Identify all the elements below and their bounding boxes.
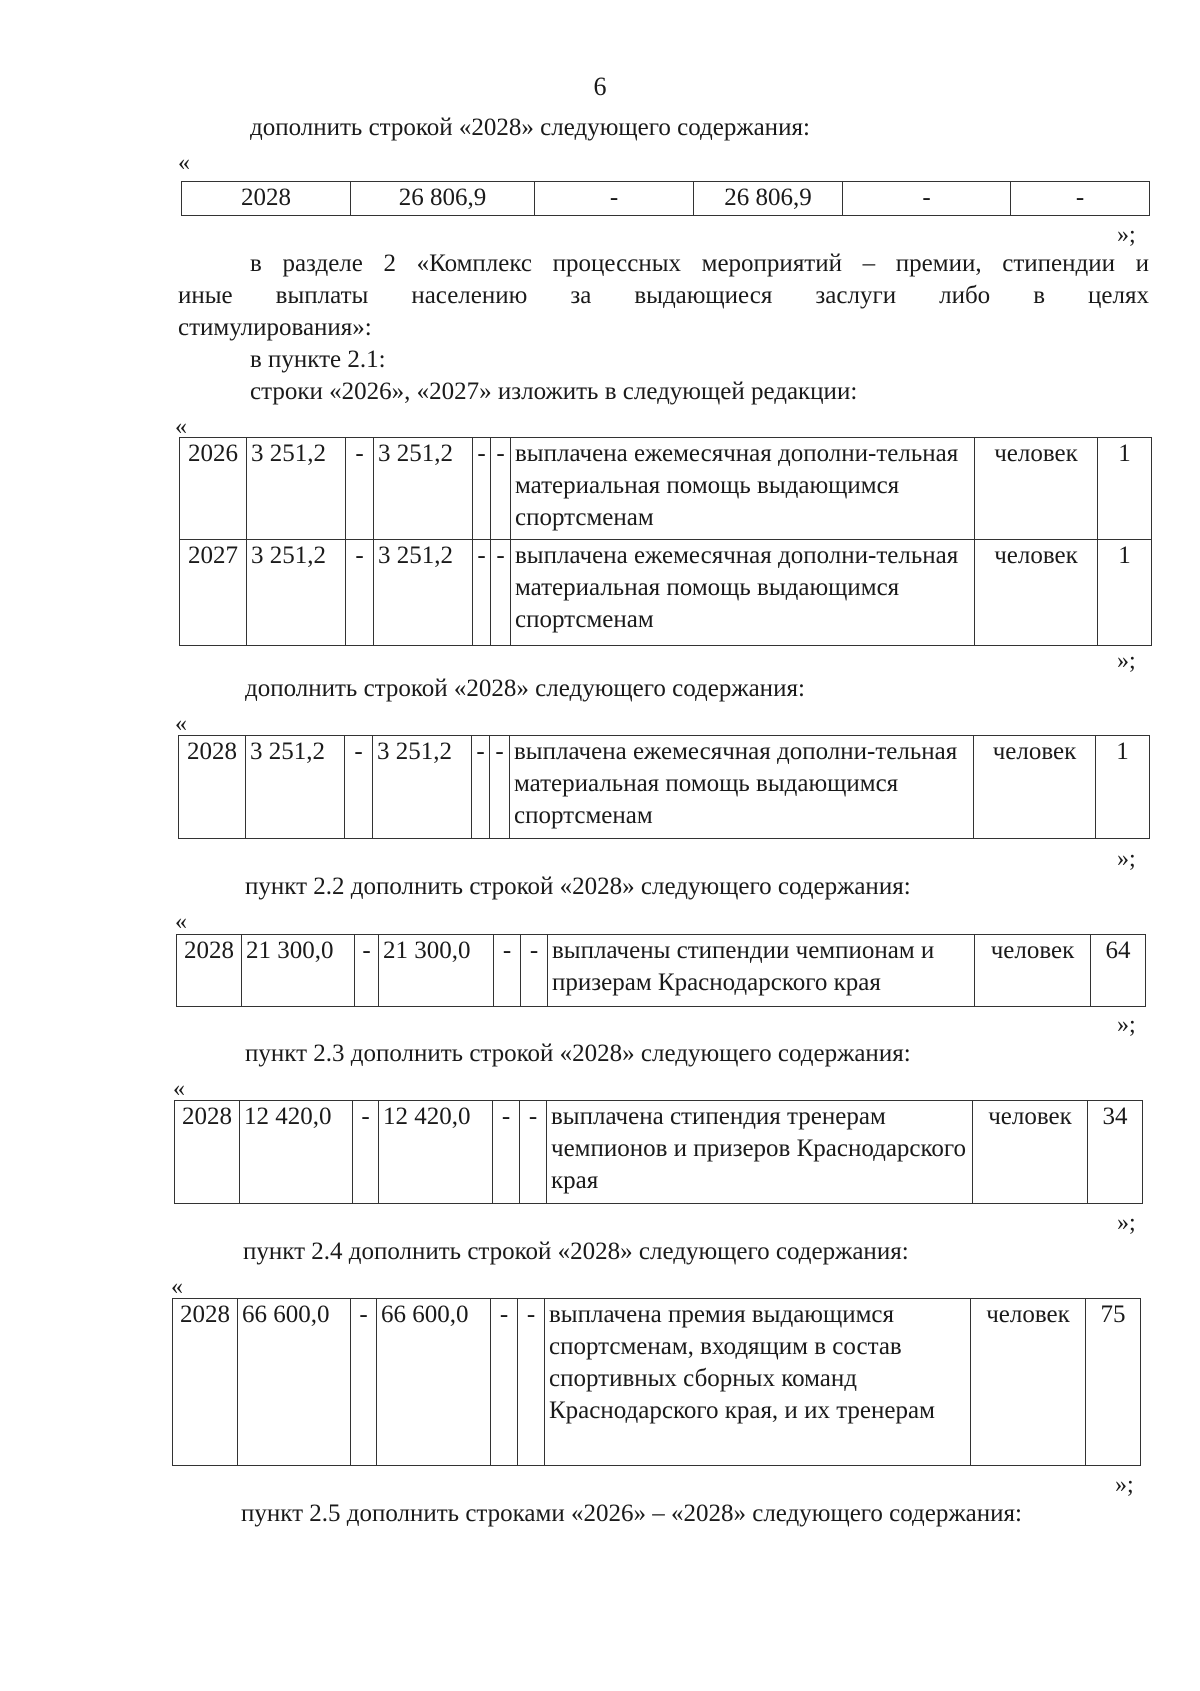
table-cell: - xyxy=(473,540,491,646)
table-cell: - xyxy=(1011,182,1150,216)
table-cell: - xyxy=(843,182,1011,216)
open-quote: « xyxy=(173,1076,185,1102)
table-row xyxy=(177,935,1146,1007)
paragraph-item-2-4: пункт 2.4 дополнить строкой «2028» следующего содержания: xyxy=(243,1238,909,1265)
table-cell: 21 300,0 xyxy=(242,935,355,1007)
table-item-2-1-rows-2026-2027 xyxy=(179,437,1152,646)
close-quote: »; xyxy=(1117,846,1136,872)
table-cell: 64 xyxy=(1091,935,1146,1007)
table-cell: - xyxy=(494,935,521,1007)
paragraph-item-2-3: пункт 2.3 дополнить строкой «2028» следующего содержания: xyxy=(245,1040,911,1067)
table-row xyxy=(180,438,1152,540)
table-cell: - xyxy=(351,1299,377,1466)
table-2028-totals xyxy=(181,181,1150,216)
table-cell: человек xyxy=(975,540,1098,646)
table-cell: - xyxy=(535,182,694,216)
table-row xyxy=(182,182,1150,216)
table-cell: 2028 xyxy=(177,935,242,1007)
close-quote: »; xyxy=(1117,222,1136,248)
paragraph-item-2-2: пункт 2.2 дополнить строкой «2028» следующего содержания: xyxy=(245,873,911,900)
table-cell: 1 xyxy=(1096,736,1150,839)
table-cell: выплачена стипендия тренерам чемпионов и призеров Краснодарского края xyxy=(547,1101,973,1204)
table-cell: - xyxy=(345,736,373,839)
table-cell: выплачена ежемесячная дополни-тельная материальная помощь выдающимся спортсменам xyxy=(511,438,975,540)
table-cell: 75 xyxy=(1086,1299,1141,1466)
table-item-2-4-row-2028 xyxy=(172,1298,1141,1466)
table-cell: 2028 xyxy=(179,736,246,839)
open-quote: « xyxy=(171,1274,183,1300)
table-cell: выплачена премия выдающимся спортсменам, входящим в состав спортивных сборных команд Краснодарского края, и их тренерам xyxy=(545,1299,971,1466)
table-cell: - xyxy=(491,1299,518,1466)
table-cell: 2028 xyxy=(182,182,351,216)
paragraph-item-2-1: в пункте 2.1: xyxy=(250,346,386,373)
table-cell: 3 251,2 xyxy=(246,736,345,839)
table-item-2-3-row-2028 xyxy=(174,1100,1143,1204)
table-cell: 1 xyxy=(1098,438,1152,540)
page-number: 6 xyxy=(593,72,607,101)
table-cell: человек xyxy=(975,438,1098,540)
table-cell: человек xyxy=(974,736,1096,839)
table-cell: - xyxy=(490,736,510,839)
close-quote: »; xyxy=(1117,1210,1136,1236)
table-cell: 1 xyxy=(1098,540,1152,646)
close-quote: »; xyxy=(1117,1012,1136,1038)
table-cell: 3 251,2 xyxy=(247,438,346,540)
section-2-line-2: иные выплаты населению за выдающиеся заслуги либо в целях xyxy=(178,282,1149,309)
paragraph-rows-2026-2027: строки «2026», «2027» изложить в следующей редакции: xyxy=(250,378,858,405)
table-cell: - xyxy=(518,1299,545,1466)
table-cell: 26 806,9 xyxy=(351,182,535,216)
table-cell: 2028 xyxy=(175,1101,240,1204)
table-cell: выплачена ежемесячная дополни-тельная материальная помощь выдающимся спортсменам xyxy=(510,736,974,839)
table-cell: человек xyxy=(975,935,1091,1007)
table-item-2-2-row-2028 xyxy=(176,934,1146,1007)
table-cell: 12 420,0 xyxy=(379,1101,493,1204)
table-cell: - xyxy=(521,935,548,1007)
table-cell: выплачены стипендии чемпионам и призерам Краснодарского края xyxy=(548,935,975,1007)
table-cell: 21 300,0 xyxy=(379,935,494,1007)
table-cell: человек xyxy=(973,1101,1088,1204)
table-cell: - xyxy=(491,540,511,646)
table-cell: 2026 xyxy=(180,438,247,540)
table-row xyxy=(175,1101,1143,1204)
table-cell: 2028 xyxy=(173,1299,238,1466)
section-2-line-3: стимулирования»: xyxy=(178,314,372,341)
table-cell: 2027 xyxy=(180,540,247,646)
table-cell: - xyxy=(353,1101,379,1204)
table-cell: - xyxy=(520,1101,547,1204)
table-cell: - xyxy=(493,1101,520,1204)
table-cell: 66 600,0 xyxy=(238,1299,351,1466)
table-cell: 3 251,2 xyxy=(373,736,472,839)
table-cell: 3 251,2 xyxy=(374,438,473,540)
table-cell: - xyxy=(346,438,374,540)
table-item-2-1-row-2028 xyxy=(178,735,1150,839)
table-cell: человек xyxy=(971,1299,1086,1466)
open-quote: « xyxy=(175,909,187,935)
table-row xyxy=(180,540,1152,646)
table-cell: 3 251,2 xyxy=(374,540,473,646)
close-quote: »; xyxy=(1115,1472,1134,1498)
table-cell: - xyxy=(473,438,491,540)
paragraph-add-row-2028: дополнить строкой «2028» следующего содержания: xyxy=(245,675,805,702)
table-cell: выплачена ежемесячная дополни-тельная материальная помощь выдающимся спортсменам xyxy=(511,540,975,646)
table-cell: 66 600,0 xyxy=(377,1299,491,1466)
table-cell: 12 420,0 xyxy=(240,1101,353,1204)
paragraph-add-row-2028: дополнить строкой «2028» следующего содержания: xyxy=(250,114,810,141)
table-cell: - xyxy=(346,540,374,646)
table-cell: 34 xyxy=(1088,1101,1143,1204)
table-cell: 3 251,2 xyxy=(247,540,346,646)
table-cell: - xyxy=(472,736,490,839)
table-row xyxy=(179,736,1150,839)
open-quote: « xyxy=(178,150,190,176)
table-cell: - xyxy=(355,935,379,1007)
table-cell: - xyxy=(491,438,511,540)
table-cell: 26 806,9 xyxy=(694,182,843,216)
close-quote: »; xyxy=(1117,648,1136,674)
paragraph-item-2-5: пункт 2.5 дополнить строками «2026» – «2028» следующего содержания: xyxy=(241,1500,1022,1527)
open-quote: « xyxy=(175,414,187,440)
table-row xyxy=(173,1299,1141,1466)
open-quote: « xyxy=(175,711,187,737)
section-2-line-1: в разделе 2 «Комплекс процессных мероприятий – премии, стипендии и xyxy=(250,250,1149,277)
